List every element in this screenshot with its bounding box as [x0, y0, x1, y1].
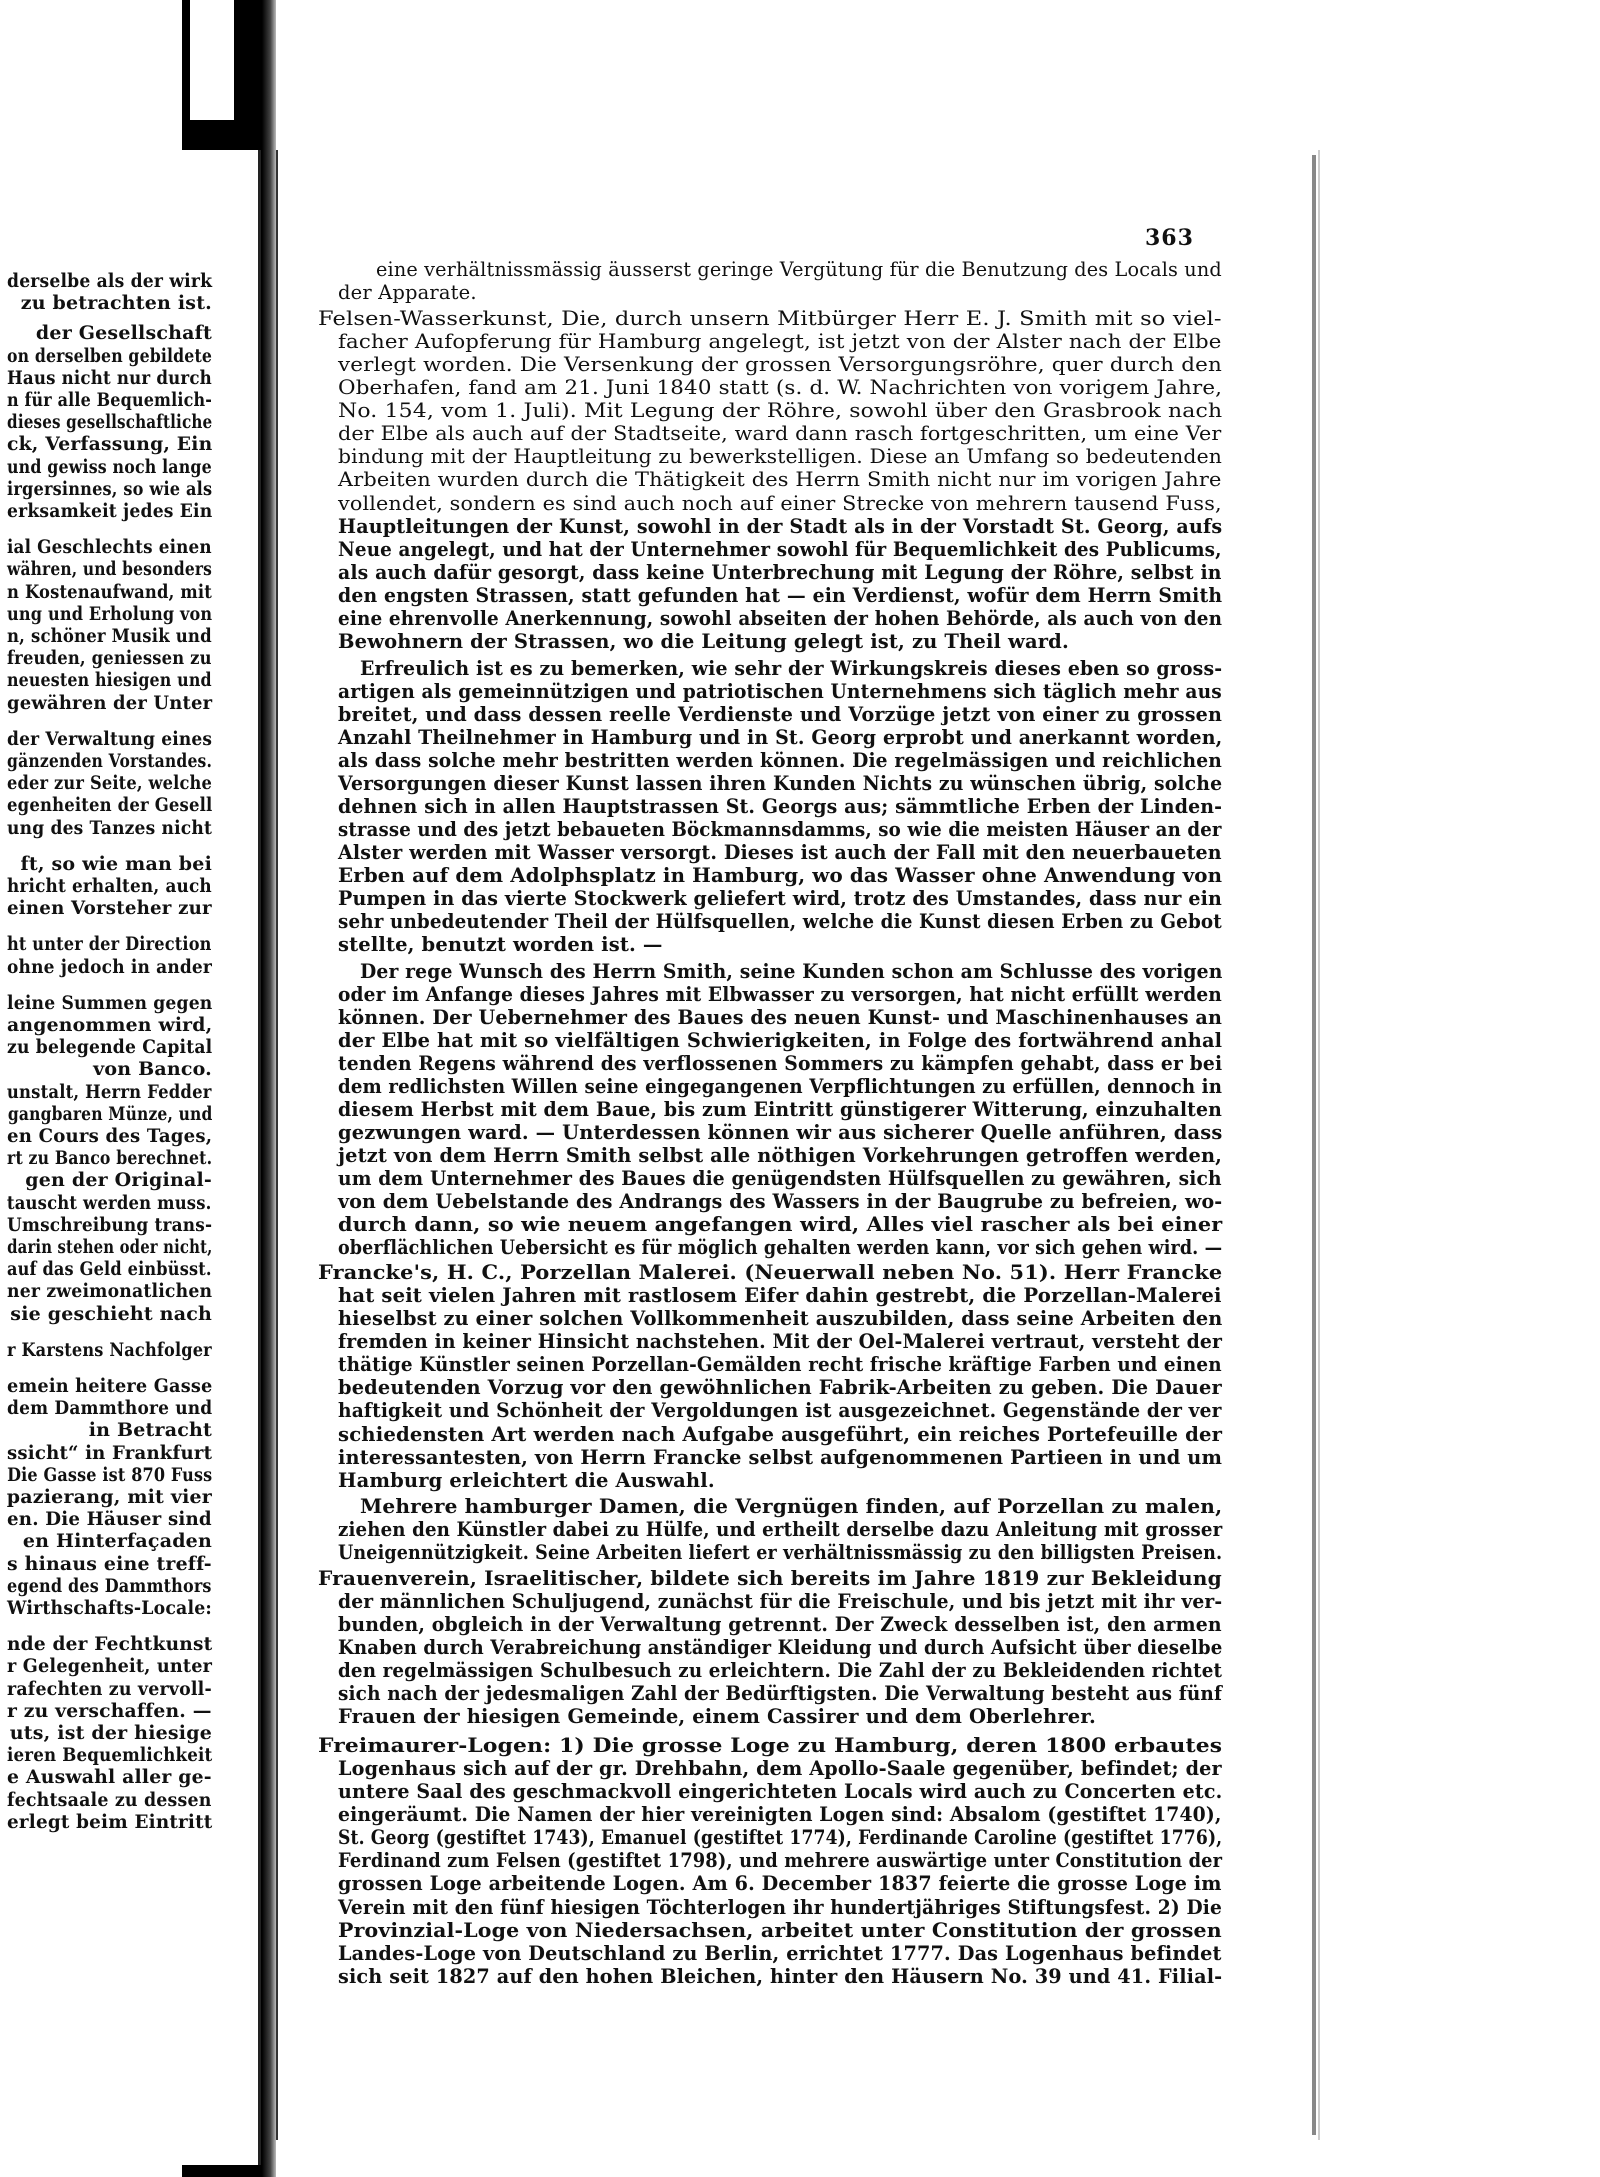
left-page-line: en Hinterfaçaden — [22, 1530, 212, 1553]
left-page-line: der Gesellschaft — [35, 322, 212, 345]
left-page-line: rafechten zu vervoll- — [7, 1677, 212, 1700]
body-text-line: diesem Herbst mit dem Baue, bis zum Eintritt günstigerer Witterung, einzuhalten — [338, 1097, 1223, 1121]
body-text-line: Verein mit den fünf hiesigen Töchterlogen ihr hundertjähriges Stiftungsfest. 2) Die — [338, 1895, 1222, 1919]
body-text-line: haftigkeit und Schönheit der Vergoldungen ist ausgezeichnet. Gegenstände der ver — [338, 1399, 1222, 1423]
body-text-line: sich seit 1827 auf den hohen Bleichen, hinter den Häusern No. 39 und 41. Filial- — [338, 1964, 1223, 1988]
body-text-line: tenden Regens während des verflossenen Sommers zu kämpfen gehabt, dass er bei — [338, 1051, 1223, 1075]
left-page-line: unstalt, Herrn Fedder — [7, 1080, 212, 1103]
left-page-line: n Kostenaufwand, mit — [7, 580, 212, 603]
left-page-line: uts, ist der hiesige — [9, 1722, 212, 1744]
body-text-line: der männlichen Schuljugend, zunächst für die Freischule, und bis jetzt mit ihr ver- — [338, 1589, 1223, 1613]
body-text-line: durch dann, so wie neuem angefangen wird, Alles viel rascher als bei einer — [338, 1213, 1223, 1237]
left-page-line: n für alle Bequemlich- — [6, 389, 212, 411]
left-page-line: r zu verschaffen. — — [7, 1699, 212, 1722]
body-text-line: Provinzial-Loge von Niedersachsen, arbeitet unter Constitution der grossen — [338, 1918, 1222, 1942]
body-text-line: hieselbst zu einer solchen Vollkommenheit auszubilden, dass seine Arbeiten den — [338, 1307, 1223, 1331]
entry-heading-line: Francke's, H. C., Porzellan Malerei. (Neuerwall neben No. 51). Herr Francke — [318, 1261, 1223, 1285]
body-text-line: bunden, obgleich in der Verwaltung getrennt. Der Zweck desselben ist, den armen — [338, 1612, 1222, 1636]
left-page-line: der Verwaltung eines — [6, 727, 212, 750]
left-page-line: darin stehen oder nicht, — [6, 1236, 212, 1258]
left-page-line: ung des Tanzes nicht — [6, 816, 212, 839]
body-text-line: strasse und des jetzt bebaueten Böckmannsdamms, so wie die meisten Häuser an der — [338, 818, 1222, 842]
left-page-line: e Auswahl aller ge- — [7, 1766, 212, 1789]
left-page-line: ck, Verfassung, Ein — [6, 433, 212, 456]
left-page-line: währen, und besonders — [6, 558, 212, 581]
body-text-line: jetzt von dem Herrn Smith selbst alle nöthigen Vorkehrungen getroffen werden, — [338, 1143, 1223, 1167]
body-text-line: Hauptleitungen der Kunst, sowohl in der Stadt als in der Vorstadt St. Georg, aufs — [338, 514, 1223, 538]
body-text-line: interessantesten, von Herrn Francke selbst aufgenommenen Partieen in und um — [338, 1445, 1223, 1469]
left-page-line: leine Summen gegen — [6, 991, 212, 1014]
left-page-line: en Cours des Tages, — [6, 1125, 212, 1147]
page-number: 363 — [1145, 225, 1194, 251]
body-text-line: Erfreulich ist es zu bemerken, wie sehr der Wirkungskreis dieses eben so gross- — [360, 656, 1223, 680]
body-text-line: Mehrere hamburger Damen, die Vergnügen finden, auf Porzellan zu malen, — [360, 1494, 1223, 1518]
body-text-line: Versorgungen dieser Kunst lassen ihren Kunden Nichts zu wünschen übrig, solche — [338, 772, 1223, 796]
left-page-line: neuesten hiesigen und — [7, 669, 212, 692]
left-page-line: sie geschieht nach — [10, 1302, 212, 1325]
body-text-line: Pumpen in das vierte Stockwerk geliefert wird, trotz des Umstandes, dass nur ein — [338, 887, 1222, 911]
left-page-line: ft, so wie man bei — [20, 852, 212, 875]
body-text-line: eine ehrenvolle Anerkennung, sowohl abseiten der hohen Behörde, als auch von den — [338, 606, 1223, 630]
left-page-line: gänzenden Vorstandes. — [6, 750, 212, 772]
body-text-line: ziehen den Künstler dabei zu Hülfe, und ertheilt derselbe dazu Anleitung mit grosser — [338, 1517, 1223, 1541]
left-page-line: on derselben gebildete — [6, 344, 212, 367]
left-page-line: gen der Original- — [25, 1169, 212, 1192]
body-text-line: Bewohnern der Strassen, wo die Leitung gelegt ist, zu Theil ward. — [338, 629, 1069, 653]
body-text-line: Arbeiten wurden durch die Thätigkeit des Herrn Smith nicht nur im vorigen Jahre — [338, 468, 1222, 492]
left-page-line: freuden, geniessen zu — [7, 647, 212, 670]
body-text-line: als dass solche mehr bestritten werden können. Die regelmässigen und reichlichen — [338, 749, 1222, 773]
left-page-line: in Betracht — [88, 1419, 212, 1442]
body-text-line: Der rege Wunsch des Herrn Smith, seine Kunden schon am Schlusse des vorigen — [360, 959, 1223, 983]
body-text-line: der Elbe hat mit so vielfältigen Schwierigkeiten, in Folge des fortwährend anhal — [338, 1028, 1223, 1052]
left-page-line: fechtsaale zu dessen — [7, 1788, 212, 1811]
body-text-line: Erben auf dem Adolphsplatz in Hamburg, wo das Wasser ohne Anwendung von — [338, 864, 1223, 888]
body-text-line: der Elbe als auch auf der Stadtseite, ward dann rasch fortgeschritten, um eine Ver — [338, 422, 1222, 446]
body-text-line: oberflächlichen Uebersicht es für möglich gehalten werden kann, vor sich gehen wird. — — [338, 1236, 1223, 1260]
body-text-line: Neue angelegt, und hat der Unternehmer sowohl für Bequemlichkeit des Publicums, — [338, 537, 1222, 561]
body-text-line: Landes-Loge von Deutschland zu Berlin, errichtet 1777. Das Logenhaus befindet — [338, 1941, 1222, 1965]
left-page-line: egend des Dammthors — [7, 1574, 212, 1597]
entry-heading-line: Freimaurer-Logen: 1) Die grosse Loge zu Hamburg, deren 1800 erbautes — [318, 1734, 1223, 1758]
body-text-line: dehnen sich in allen Hauptstrassen St. Georgs aus; sämmtliche Erben der Linden- — [338, 795, 1223, 819]
left-page-line: n, schöner Musik und — [7, 625, 212, 647]
body-text-line: dem redlichsten Willen seine eingegangenen Verpflichtungen zu erfüllen, dennoch in — [338, 1074, 1223, 1098]
left-page-line: ohne jedoch in ander — [6, 955, 212, 978]
left-page-line: irgersinnes, so wie als — [6, 477, 212, 500]
entry-heading-line: Frauenverein, Israelitischer, bildete sich bereits im Jahre 1819 zur Bekleidung — [318, 1566, 1222, 1590]
body-text-line: stellte, benutzt worden ist. — — [338, 933, 663, 957]
left-page-line: erlegt beim Eintritt — [6, 1810, 212, 1833]
body-text-line: als auch dafür gesorgt, dass keine Unterbrechung mit Legung der Röhre, selbst in — [338, 560, 1222, 584]
body-text-line: Frauen der hiesigen Gemeinde, einem Cassirer und dem Oberlehrer. — [338, 1705, 1096, 1729]
left-page-line: einen Vorsteher zur — [7, 897, 212, 920]
body-text-line: den regelmässigen Schulbesuch zu erleichtern. Die Zahl der zu Bekleidenden richtet — [338, 1659, 1223, 1682]
body-text-line: den engsten Strassen, statt gefunden hat — ein Verdienst, wofür dem Herrn Smith — [338, 583, 1223, 607]
left-page-line: von Banco. — [93, 1058, 212, 1081]
body-text-line: Hamburg erleichtert die Auswahl. — [338, 1468, 715, 1492]
body-text-line: verlegt worden. Die Versenkung der grossen Versorgungsröhre, quer durch den — [338, 353, 1222, 377]
left-page-line: Haus nicht nur durch — [7, 366, 212, 389]
body-text-line: um dem Unternehmer des Baues die genügendsten Hülfsquellen zu gewähren, sich — [338, 1166, 1222, 1190]
left-page-line: ner zweimonatlichen — [6, 1280, 212, 1303]
left-page-line: Wirthschafts-Locale: — [7, 1597, 212, 1619]
body-text-line: oder im Anfange dieses Jahres mit Elbwasser zu versorgen, hat nicht erfüllt werden — [338, 982, 1222, 1006]
left-page-line: Die Gasse ist 870 Fuss — [6, 1463, 212, 1486]
left-page-line: r Gelegenheit, unter — [6, 1655, 212, 1678]
left-page-line: derselbe als der wirk — [6, 270, 212, 292]
left-page-line: und gewiss noch lange — [7, 455, 212, 478]
body-text-line: untere Saal des geschmackvoll eingerichteten Locals wird auch zu Concerten etc. — [338, 1780, 1223, 1804]
body-text-line: Oberhafen, fand am 21. Juni 1840 statt (s. d. W. Nachrichten von vorigem Jahre, — [338, 376, 1223, 400]
left-page-line: r Karstens Nachfolger — [7, 1338, 212, 1361]
left-page-line: ht unter der Direction — [7, 933, 212, 956]
left-page-line: nde der Fechtkunst — [6, 1633, 212, 1656]
left-page-line: egenheiten der Gesell — [6, 794, 212, 817]
body-text-line: Alster werden mit Wasser versorgt. Dieses ist auch der Fall mit den neuerbaueten — [338, 841, 1222, 865]
body-text-line: facher Aufopferung für Hamburg angelegt, ist jetzt von der Alster nach der Elbe — [338, 330, 1222, 354]
body-text-line: von dem Uebelstande des Andrangs des Wassers in der Baugrube zu befreien, wo- — [338, 1190, 1223, 1213]
left-page-line: emein heitere Gasse — [6, 1375, 212, 1397]
left-page-line: s hinaus eine treff- — [7, 1552, 212, 1575]
body-text-line: fremden in keiner Hinsicht nachstehen. Mit der Oel-Malerei vertraut, versteht der — [338, 1330, 1223, 1354]
left-page-line: auf das Geld einbüsst. — [7, 1258, 212, 1281]
body-text-line: grossen Loge arbeitende Logen. Am 6. December 1837 feierte die grosse Loge im — [338, 1872, 1222, 1896]
left-page-line: ssicht“ in Frankfurt — [6, 1441, 212, 1464]
body-text-line: Uneigennützigkeit. Seine Arbeiten liefert er verhältnissmässig zu den billigsten Preisen. — [338, 1540, 1223, 1564]
left-page-line: ial Geschlechts einen — [7, 536, 212, 559]
body-text-line: schiedensten Art werden nach Aufgabe ausgeführt, ein reiches Portefeuille der — [338, 1422, 1223, 1446]
left-page-line: ieren Bequemlichkeit — [6, 1744, 212, 1767]
left-page-line: dem Dammthore und — [6, 1397, 212, 1420]
body-text-line: Knaben durch Verabreichung anständiger Kleidung und durch Aufsicht über dieselbe — [338, 1635, 1223, 1659]
body-text-line: können. Der Uebernehmer des Baues des neuen Kunst- und Maschinenhauses an — [338, 1005, 1223, 1029]
body-text-line: breitet, und dass dessen reelle Verdienste und Vorzüge jetzt von einer zu grossen — [338, 702, 1223, 726]
body-text-line: bedeutenden Vorzug vor den gewöhnlichen Fabrik-Arbeiten zu geben. Die Dauer — [338, 1376, 1222, 1400]
left-page-line: Umschreibung trans- — [6, 1213, 212, 1236]
left-page-line: gewähren der Unter — [6, 691, 212, 714]
body-text-line: Ferdinand zum Felsen (gestiftet 1798), und mehrere auswärtige unter Constitution der — [338, 1849, 1223, 1873]
left-page-line: zu betrachten ist. — [20, 292, 212, 315]
body-text-line: bindung mit der Hauptleitung zu bewerkstelligen. Diese an Umfang so bedeutenden — [338, 445, 1223, 469]
body-text-line: St. Georg (gestiftet 1743), Emanuel (gestiftet 1774), Ferdinande Caroline (gestiftet 1776), — [338, 1826, 1223, 1850]
body-text-line: der Apparate. — [338, 281, 477, 305]
body-text-line: eine verhältnissmässig äusserst geringe Vergütung für die Benutzung des Locals und — [376, 258, 1222, 281]
body-text-line: Anzahl Theilnehmer in Hamburg und in St. Georg erprobt und anerkannt worden, — [338, 726, 1223, 749]
left-page-line: gangbaren Münze, und — [7, 1102, 212, 1125]
body-text-line: sehr unbedeutender Theil der Hülfsquellen, welche die Kunst diesen Erben zu Gebot — [338, 910, 1222, 934]
left-page-line: pazierang, mit vier — [6, 1486, 212, 1508]
left-page-line: rt zu Banco berechnet. — [6, 1147, 212, 1170]
body-text-line: vollendet, sondern es sind auch noch auf einer Strecke von mehrern tausend Fuss, — [338, 491, 1222, 515]
body-text-line: artigen als gemeinnützigen und patriotischen Unternehmens sich täglich mehr aus — [338, 679, 1222, 703]
left-page-line: zu belegende Capital — [6, 1036, 212, 1059]
body-text-line: Logenhaus sich auf der gr. Drehbahn, dem Apollo-Saale gegenüber, befindet; der — [338, 1757, 1222, 1781]
body-text-line: gezwungen ward. — Unterdessen können wir aus sicherer Quelle anführen, dass — [338, 1120, 1223, 1144]
body-text-line: No. 154, vom 1. Juli). Mit Legung der Röhre, sowohl über den Grasbrook nach — [338, 399, 1223, 423]
body-text-line: sich nach der jedesmaligen Zahl der Bedürftigsten. Die Verwaltung besteht aus fünf — [338, 1682, 1223, 1706]
left-page-line: hricht erhalten, auch — [7, 875, 212, 897]
left-page-line: eder zur Seite, welche — [7, 772, 212, 795]
entry-heading-line: Felsen-Wasserkunst, Die, durch unsern Mitbürger Herr E. J. Smith mit so viel- — [318, 307, 1222, 331]
body-text-line: thätige Künstler seinen Porzellan-Gemälden recht frische kräftige Farben und einen — [338, 1353, 1222, 1377]
body-text-line: hat seit vielen Jahren mit rastlosem Eifer dahin gestrebt, die Porzellan-Malerei — [338, 1284, 1222, 1308]
left-page-line: dieses gesellschaftliche — [6, 411, 212, 434]
left-page-line: erksamkeit jedes Ein — [6, 500, 212, 522]
body-text-line: eingeräumt. Die Namen der hier vereinigten Logen sind: Absalom (gestiftet 1740), — [338, 1803, 1222, 1827]
left-page-line: tauscht werden muss. — [7, 1191, 212, 1214]
left-page-line: ung und Erholung von — [6, 602, 212, 625]
left-page-line: en. Die Häuser sind — [7, 1508, 212, 1531]
left-page-line: angenommen wird, — [6, 1014, 212, 1036]
